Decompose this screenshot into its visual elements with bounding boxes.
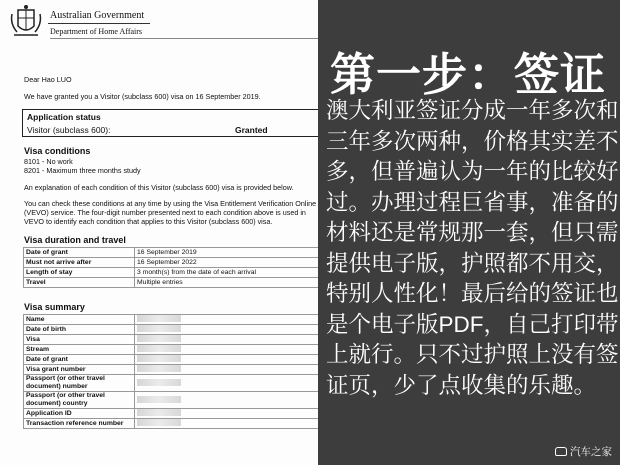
redacted-value	[137, 335, 181, 342]
table-row: Visa grant number	[24, 365, 326, 375]
redacted-value	[137, 379, 181, 386]
status-title: Application status	[27, 112, 101, 122]
watermark-text: 汽车之家	[570, 446, 612, 458]
table-row: Stream	[24, 345, 326, 355]
table-row: Length of stay 3 month(s) from the date of each arrival	[24, 268, 326, 278]
government-name: Australian Government	[50, 10, 145, 21]
vevo-text-1: You can check these conditions at any time by using the Visa Entitlement Verification Online	[24, 199, 317, 208]
panel-body-text: 澳大利亚签证分成一年多次和三年多次两种，价格其实差不多，但普遍认为一年的比较好过。办理过程巨省事，准备的材料还是常规那一套，但只需提供电子版，护照都不用交，特别人性化！最后给的签证也是个电子版PDF，自己打印带上就行。只不过护照上没有签证页，少了点收集的乐趣。	[326, 98, 619, 398]
table-row: Must not arrive after 16 September 2022	[24, 258, 326, 268]
table-row: Date of birth	[24, 325, 326, 335]
table-row: Travel Multiple entries	[24, 278, 326, 288]
watermark	[555, 444, 612, 459]
coat-of-arms-icon	[8, 4, 44, 38]
condition-item: 8201 - Maximum three months study	[24, 166, 141, 175]
table-row: Passport (or other travel document) number	[24, 375, 326, 392]
status-label: Visitor (subclass 600):	[27, 125, 111, 135]
table-row: Visa	[24, 335, 326, 345]
article-panel	[318, 0, 620, 465]
table-row: Passport (or other travel document) country	[24, 392, 326, 409]
duration-table	[23, 247, 326, 288]
redacted-value	[137, 396, 181, 403]
condition-item: 8101 - No work	[24, 157, 73, 166]
table-row: Application ID	[24, 409, 326, 419]
redacted-value	[137, 419, 181, 426]
table-row: Date of grant	[24, 355, 326, 365]
header-rule	[50, 38, 318, 39]
redacted-value	[137, 355, 181, 362]
vevo-text-2: (VEVO) service. The four-digit number presented next to each condition above is used in	[24, 208, 306, 217]
redacted-value	[137, 365, 181, 372]
table-row: Name	[24, 315, 326, 325]
application-status-box	[22, 109, 324, 137]
status-value: Granted	[235, 125, 268, 135]
table-row: Transaction reference number	[24, 419, 326, 429]
redacted-value	[137, 325, 181, 332]
grant-sentence: We have granted you a Visitor (subclass 600) visa on 16 September 2019.	[24, 92, 261, 101]
redacted-value	[137, 345, 181, 352]
greeting: Dear Hao LUO	[24, 75, 72, 84]
summary-title: Visa summary	[24, 302, 85, 312]
table-row: Date of grant 16 September 2019	[24, 248, 326, 258]
panel-title: 第一步：签证	[330, 49, 607, 100]
summary-table	[23, 314, 326, 429]
conditions-title: Visa conditions	[24, 146, 91, 156]
conditions-explanation: An explanation of each condition of this Visitor (subclass 600) visa is provided below.	[24, 183, 294, 192]
redacted-value	[137, 409, 181, 416]
vevo-text-3: VEVO to identify each condition that applies to this Visitor (subclass 600) visa.	[24, 217, 273, 226]
car-logo-icon	[555, 447, 567, 456]
redacted-value	[137, 315, 181, 322]
department-name: Department of Home Affairs	[50, 27, 143, 36]
header-divider	[48, 23, 150, 24]
duration-title: Visa duration and travel	[24, 235, 126, 245]
